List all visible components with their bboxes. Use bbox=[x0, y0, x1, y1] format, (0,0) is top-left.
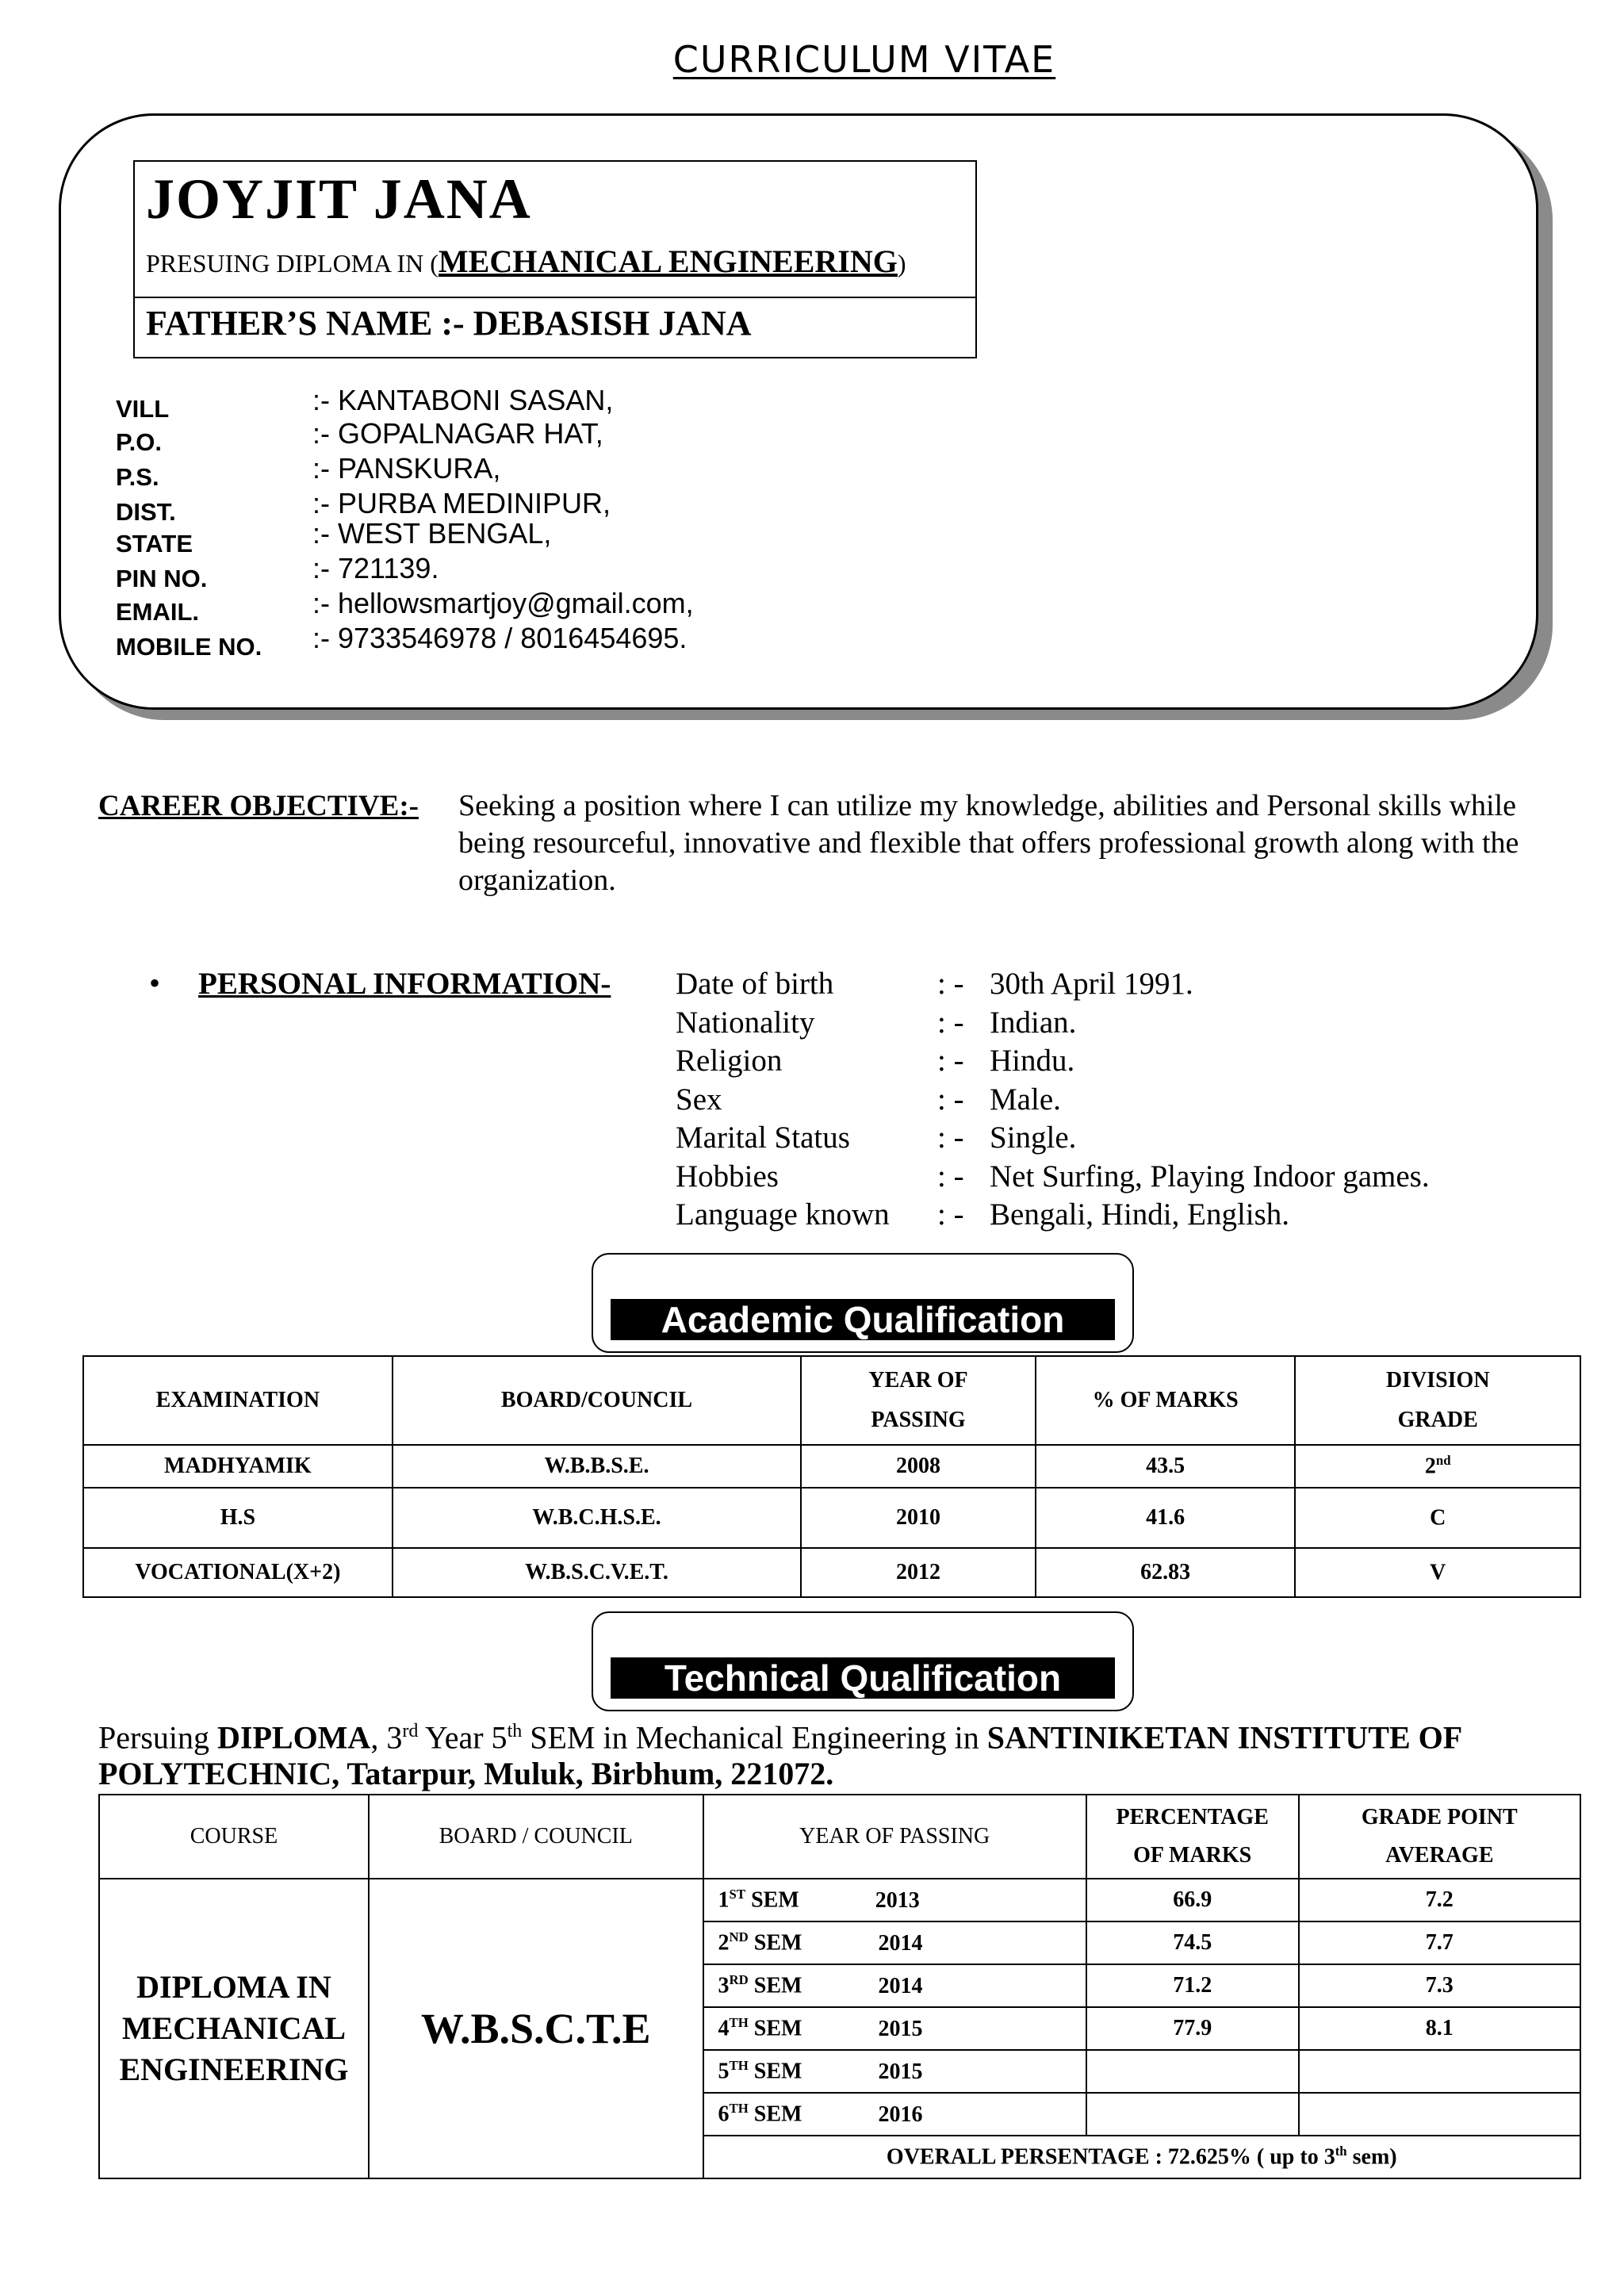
address-label: P.O. bbox=[116, 428, 163, 456]
cell-course: DIPLOMA IN MECHANICAL ENGINEERING bbox=[99, 1879, 369, 2178]
cell-semester: 5TH SEM 2015 bbox=[703, 2050, 1086, 2093]
header-examination: EXAMINATION bbox=[83, 1356, 393, 1445]
personal-info-sep: : - bbox=[937, 1197, 964, 1232]
candidate-name: JOYJIT JANA bbox=[146, 167, 532, 231]
table-row bbox=[83, 1445, 1580, 1488]
overall-percentage: OVERALL PERSENTAGE : 72.625% ( up to 3th sem) bbox=[703, 2136, 1580, 2178]
header-year: YEAR OF PASSING bbox=[801, 1356, 1036, 1445]
cell-gpa bbox=[1299, 2050, 1580, 2093]
cell-semester: 1ST SEM 2013 bbox=[703, 1879, 1086, 1921]
cell-year: 2010 bbox=[801, 1488, 1036, 1548]
cell-gpa bbox=[1299, 2093, 1580, 2136]
address-value: :- WEST BENGAL, bbox=[312, 517, 552, 550]
address-label: STATE bbox=[116, 530, 193, 557]
personal-info-value: 30th April 1991. bbox=[990, 967, 1193, 1001]
cell-semester: 3RD SEM 2014 bbox=[703, 1964, 1086, 2007]
header-course: COURSE bbox=[99, 1795, 369, 1879]
cell-board: W.B.S.C.V.E.T. bbox=[393, 1548, 801, 1597]
cell-grade: 2nd bbox=[1295, 1445, 1580, 1488]
cell-exam: H.S bbox=[83, 1488, 393, 1548]
address-label: EMAIL. bbox=[116, 598, 200, 626]
cell-board: W.B.C.H.S.E. bbox=[393, 1488, 801, 1548]
personal-info-key: Hobbies bbox=[676, 1159, 779, 1193]
address-label: DIST. bbox=[116, 498, 176, 526]
address-value: :- PANSKURA, bbox=[312, 452, 501, 485]
personal-info-sep: : - bbox=[937, 1159, 964, 1193]
cell-gpa: 7.3 bbox=[1299, 1964, 1580, 2007]
document-title: CURRICULUM VITAE bbox=[672, 38, 1056, 81]
cell-pct bbox=[1086, 2093, 1299, 2136]
address-value: :- KANTABONI SASAN, bbox=[312, 384, 614, 416]
personal-info-key: Religion bbox=[676, 1044, 783, 1078]
cell-gpa: 7.2 bbox=[1299, 1879, 1580, 1921]
cell-year: 2008 bbox=[801, 1445, 1036, 1488]
personal-info-key: Marital Status bbox=[676, 1121, 850, 1155]
cell-pct: 74.5 bbox=[1086, 1921, 1299, 1964]
academic-heading: Academic Qualification bbox=[611, 1299, 1115, 1340]
name-box bbox=[133, 160, 977, 358]
cell-grade: V bbox=[1295, 1548, 1580, 1597]
header-gpa: GRADE POINT AVERAGE bbox=[1299, 1795, 1580, 1879]
cell-marks: 62.83 bbox=[1036, 1548, 1296, 1597]
personal-info-sep: : - bbox=[937, 1121, 964, 1155]
cell-semester: 4TH SEM 2015 bbox=[703, 2007, 1086, 2050]
academic-table bbox=[82, 1355, 1581, 1598]
table-row bbox=[83, 1548, 1580, 1597]
personal-info-sep: : - bbox=[937, 967, 964, 1001]
address-value: :- hellowsmartjoy@gmail.com, bbox=[312, 587, 694, 619]
father-name: FATHER’S NAME :- DEBASISH JANA bbox=[146, 304, 752, 343]
technical-heading: Technical Qualification bbox=[611, 1657, 1115, 1699]
header-division: DIVISION GRADE bbox=[1295, 1356, 1580, 1445]
address-value: :- 721139. bbox=[312, 552, 439, 584]
cell-exam: MADHYAMIK bbox=[83, 1445, 393, 1488]
cell-pct bbox=[1086, 2050, 1299, 2093]
personal-info-value: Bengali, Hindi, English. bbox=[990, 1197, 1290, 1232]
personal-info-key: Sex bbox=[676, 1082, 722, 1117]
personal-info-value: Male. bbox=[990, 1082, 1061, 1117]
personal-info-key: Nationality bbox=[676, 1005, 815, 1040]
personal-info-sep: : - bbox=[937, 1044, 964, 1078]
career-objective-label: CAREER OBJECTIVE:- bbox=[98, 790, 419, 822]
technical-table bbox=[98, 1794, 1581, 2179]
cell-semester: 6TH SEM 2016 bbox=[703, 2093, 1086, 2136]
career-objective-text: Seeking a position where I can utilize my knowledge, abilities and Personal skills while being resourceful, innovative and flexible that offers professional growth along with the organization. bbox=[458, 789, 1519, 897]
table-row bbox=[83, 1488, 1580, 1548]
header-board: BOARD/COUNCIL bbox=[393, 1356, 801, 1445]
address-label: VILL bbox=[116, 395, 170, 423]
table-header-row bbox=[83, 1356, 1580, 1445]
personal-info-sep: : - bbox=[937, 1082, 964, 1117]
personal-info-key: Language known bbox=[676, 1197, 890, 1232]
address-block bbox=[116, 384, 829, 674]
cell-grade: C bbox=[1295, 1488, 1580, 1548]
cell-marks: 43.5 bbox=[1036, 1445, 1296, 1488]
cell-pct: 77.9 bbox=[1086, 2007, 1299, 2050]
cell-board: W.B.S.C.T.E bbox=[369, 1879, 703, 2178]
pursuing-line: PRESUING DIPLOMA IN (MECHANICAL ENGINEERING) bbox=[146, 243, 906, 279]
header-percentage: PERCENTAGE OF MARKS bbox=[1086, 1795, 1299, 1879]
personal-info-value: Hindu. bbox=[990, 1044, 1075, 1078]
bullet: • bbox=[149, 965, 161, 1001]
cell-gpa: 8.1 bbox=[1299, 2007, 1580, 2050]
cell-semester: 2ND SEM 2014 bbox=[703, 1921, 1086, 1964]
header-board: BOARD / COUNCIL bbox=[369, 1795, 703, 1879]
cell-marks: 41.6 bbox=[1036, 1488, 1296, 1548]
address-value: :- GOPALNAGAR HAT, bbox=[312, 417, 603, 450]
address-label: P.S. bbox=[116, 463, 159, 491]
address-value: :- 9733546978 / 8016454695. bbox=[312, 622, 688, 654]
table-row bbox=[99, 1879, 1580, 1921]
cell-pct: 71.2 bbox=[1086, 1964, 1299, 2007]
personal-info-value: Indian. bbox=[990, 1005, 1077, 1040]
address-value: :- PURBA MEDINIPUR, bbox=[312, 487, 611, 519]
personal-info-key: Date of birth bbox=[676, 967, 834, 1001]
cell-board: W.B.B.S.E. bbox=[393, 1445, 801, 1488]
address-label: MOBILE NO. bbox=[116, 633, 262, 661]
personal-info-list bbox=[676, 966, 1548, 1236]
cell-pct: 66.9 bbox=[1086, 1879, 1299, 1921]
personal-info-label: PERSONAL INFORMATION- bbox=[198, 967, 611, 1001]
table-header-row bbox=[99, 1795, 1580, 1879]
address-label: PIN NO. bbox=[116, 565, 208, 592]
personal-info-value: Net Surfing, Playing Indoor games. bbox=[990, 1159, 1430, 1193]
header-year: YEAR OF PASSING bbox=[703, 1795, 1086, 1879]
cell-gpa: 7.7 bbox=[1299, 1921, 1580, 1964]
cell-exam: VOCATIONAL(X+2) bbox=[83, 1548, 393, 1597]
technical-description: Persuing DIPLOMA, 3rd Year 5th SEM in Mechanical Engineering in SANTINIKETAN INSTITUTE OF POLYTECHNIC, Tatarpur, Muluk, Birbhum, 221072. bbox=[98, 1719, 1461, 1792]
personal-info-value: Single. bbox=[990, 1121, 1077, 1155]
header-marks: % OF MARKS bbox=[1036, 1356, 1296, 1445]
personal-info-sep: : - bbox=[937, 1005, 964, 1040]
cell-year: 2012 bbox=[801, 1548, 1036, 1597]
